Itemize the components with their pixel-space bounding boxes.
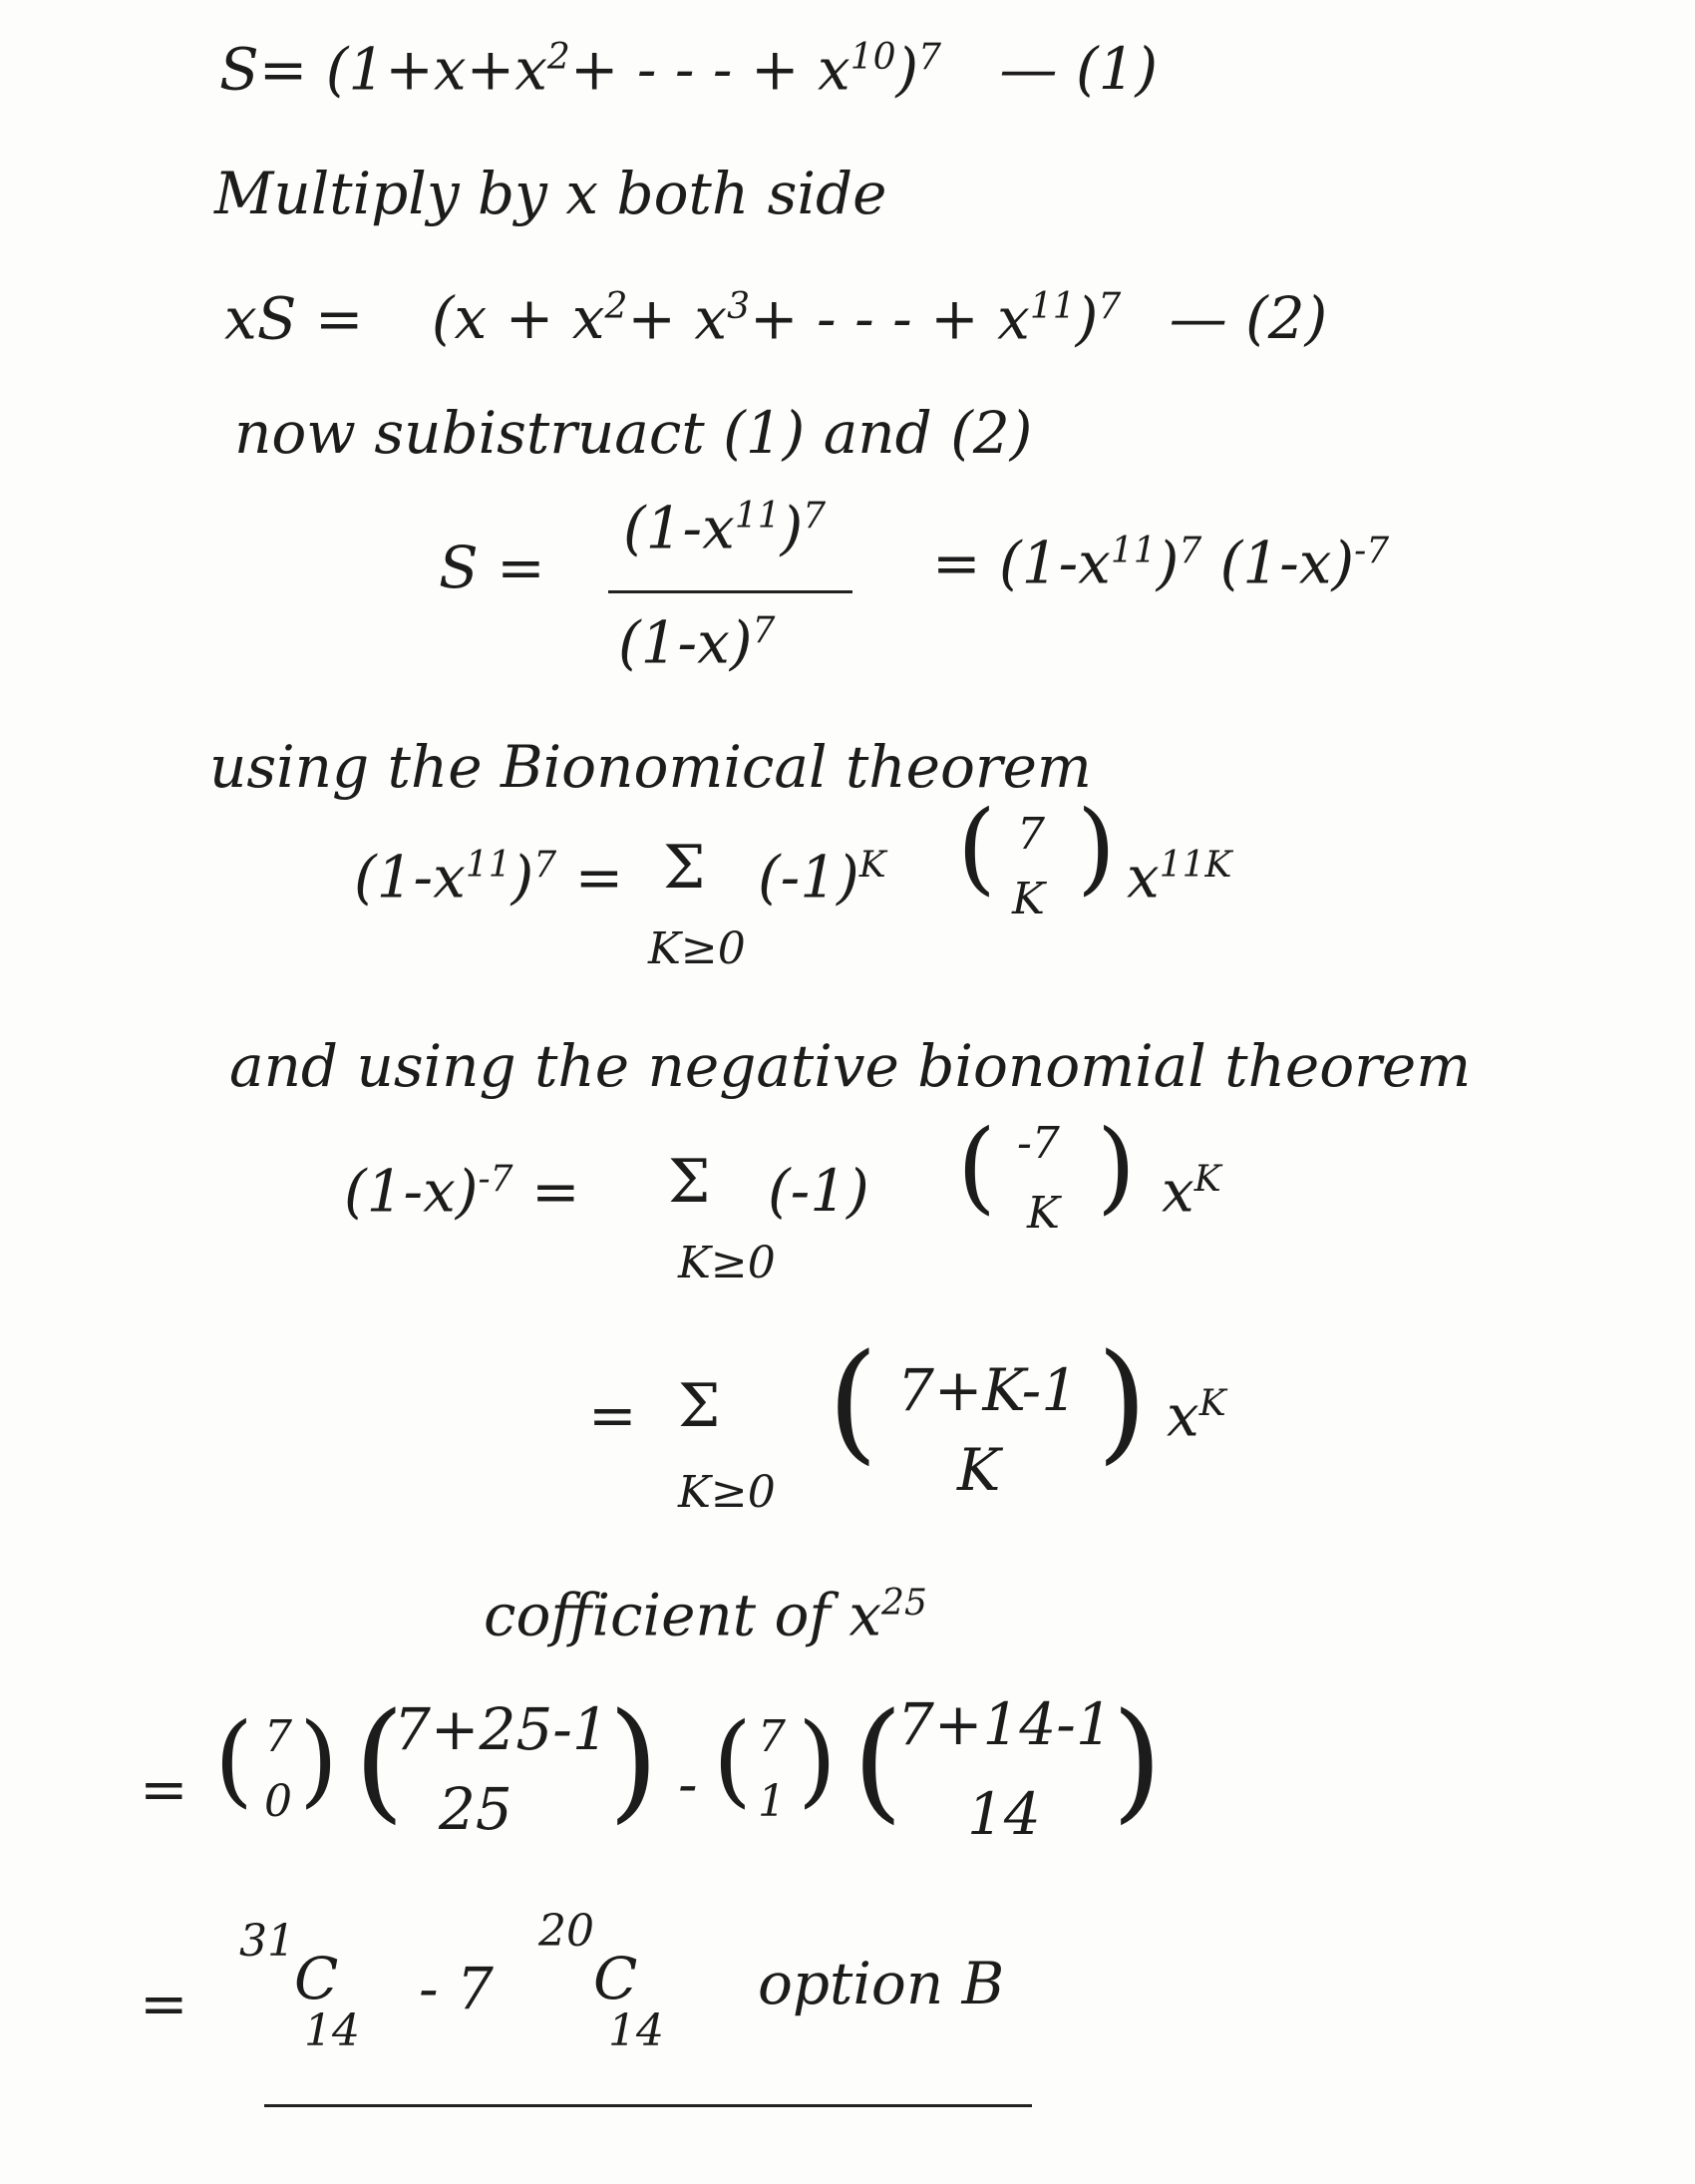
eq2-exp2: 2 bbox=[604, 286, 628, 327]
eq8-c2: C bbox=[593, 1945, 638, 2012]
eq7-b1-bottom: 0 bbox=[264, 1776, 292, 1827]
instruction-subtract: now subistruact (1) and (2) bbox=[234, 399, 1033, 467]
eq1-exp7: 7 bbox=[918, 37, 942, 78]
equation-1 bbox=[219, 35, 1159, 104]
eq4-expk: K bbox=[858, 845, 886, 886]
eq2-exp11: 11 bbox=[1029, 286, 1076, 327]
eq6-binom-open: ( bbox=[828, 1325, 878, 1477]
eq2-tag: — (2) bbox=[1169, 284, 1328, 353]
eq3-num-exp11: 11 bbox=[734, 496, 781, 537]
eq2-mid: + x bbox=[627, 284, 728, 353]
eq5-equals: = bbox=[530, 1157, 580, 1226]
eq4-exp7: 7 bbox=[533, 845, 557, 886]
eq4-binom-open: ( bbox=[957, 789, 997, 906]
eq7-b1-open: ( bbox=[214, 1701, 254, 1818]
eq4-lhs bbox=[354, 843, 624, 911]
eq4-exp11: 11 bbox=[465, 845, 511, 886]
eq3-rhs-expm7: -7 bbox=[1354, 531, 1390, 571]
eq7-b4-bottom: 14 bbox=[967, 1780, 1041, 1848]
eq7-minus: - bbox=[678, 1750, 698, 1818]
eq5-expm7: -7 bbox=[478, 1159, 513, 1200]
eq6-sigma-sub: K≥0 bbox=[678, 1467, 776, 1518]
eq3-num-close: ) bbox=[780, 494, 804, 562]
eq1-tag: — (1) bbox=[999, 35, 1159, 104]
final-underline bbox=[264, 2104, 1032, 2107]
fraction-bar bbox=[608, 590, 852, 593]
eq3-numerator bbox=[623, 494, 827, 562]
instruction-multiply: Multiply by x both side bbox=[214, 160, 887, 227]
eq3-lhs: S = bbox=[439, 534, 545, 601]
eq6-binom-top: 7+K-1 bbox=[897, 1356, 1079, 1424]
eq1-exp2: 2 bbox=[546, 37, 570, 78]
coefficient-label: cofficient of x bbox=[484, 1581, 882, 1649]
eq4-minus-one: (-1) bbox=[758, 843, 859, 911]
eq6-binom-close: ) bbox=[1097, 1325, 1148, 1477]
eq1-close: ) bbox=[895, 35, 919, 104]
heading-negative-binomial: and using the negative bionomial theorem bbox=[229, 1032, 1472, 1100]
eq7-b4-close: ) bbox=[1112, 1684, 1163, 1836]
eq5-binom-top: -7 bbox=[1017, 1118, 1060, 1169]
eq5-x-base: x bbox=[1162, 1157, 1194, 1226]
eq6-sigma: Σ bbox=[678, 1371, 721, 1441]
eq3-rhs bbox=[932, 529, 1390, 597]
eq5-x bbox=[1162, 1157, 1221, 1226]
eq1-lhs: S= (1+x+x bbox=[219, 35, 547, 104]
eq6-x-base: x bbox=[1167, 1381, 1199, 1450]
eq7-b3-top: 7 bbox=[758, 1711, 786, 1762]
eq4-binom-close: ) bbox=[1077, 789, 1117, 906]
eq8-minus-seven: - 7 bbox=[419, 1955, 494, 2022]
eq7-b4-top: 7+14-1 bbox=[897, 1690, 1113, 1758]
equation-2 bbox=[224, 284, 1328, 353]
eq3-rhs-exp11: 11 bbox=[1110, 531, 1157, 571]
eq2-body: (x + x bbox=[431, 284, 605, 353]
eq5-expk: K bbox=[1193, 1159, 1221, 1200]
eq4-x-base: x bbox=[1127, 843, 1160, 911]
heading-coefficient bbox=[484, 1581, 927, 1649]
eq8-equals: = bbox=[140, 1970, 188, 2037]
eq4-binom-top: 7 bbox=[1017, 809, 1045, 860]
eq4-close: ) bbox=[510, 843, 534, 911]
eq2-exp3: 3 bbox=[727, 286, 751, 327]
eq8-c1-pre: 31 bbox=[239, 1916, 295, 1967]
answer-option: option B bbox=[758, 1950, 1005, 2017]
eq7-b1-close: ) bbox=[299, 1701, 339, 1818]
eq8-c1: C bbox=[294, 1945, 339, 2012]
eq3-rhs-tail: (1-x) bbox=[1219, 529, 1355, 597]
eq2-exp7: 7 bbox=[1098, 286, 1122, 327]
eq8-c2-pre: 20 bbox=[538, 1906, 594, 1957]
eq3-den-base: (1-x) bbox=[618, 608, 753, 677]
eq3-denominator bbox=[618, 608, 776, 677]
eq4-base: (1-x bbox=[354, 843, 466, 911]
eq1-exp10: 10 bbox=[849, 37, 896, 78]
coefficient-exp25: 25 bbox=[881, 1583, 927, 1624]
eq3-rhs-exp7: 7 bbox=[1179, 531, 1202, 571]
eq2-lhs: xS = bbox=[224, 284, 364, 353]
eq6-binom-bottom: K bbox=[957, 1436, 1001, 1504]
eq5-binom-close: ) bbox=[1097, 1108, 1137, 1225]
eq7-b2-bottom: 25 bbox=[439, 1775, 512, 1843]
eq5-term: (-1) bbox=[768, 1157, 869, 1225]
eq2-dots: + - - - + x bbox=[750, 284, 1030, 353]
eq3-rhs-base: = (1-x bbox=[932, 529, 1111, 597]
eq3-num-exp7: 7 bbox=[803, 496, 827, 537]
eq6-equals: = bbox=[588, 1381, 637, 1449]
eq3-num-base: (1-x bbox=[623, 494, 735, 562]
eq6-expk: K bbox=[1198, 1383, 1226, 1424]
eq7-equals: = bbox=[140, 1755, 188, 1823]
eq4-equals: = bbox=[574, 843, 624, 911]
eq5-sigma: Σ bbox=[668, 1147, 711, 1217]
eq4-sigma-sub: K≥0 bbox=[648, 923, 746, 974]
eq5-lhs bbox=[344, 1157, 580, 1226]
eq7-b2-open: ( bbox=[354, 1684, 405, 1836]
eq4-binom-bottom: K bbox=[1012, 874, 1045, 924]
eq7-b3-close: ) bbox=[798, 1701, 838, 1818]
eq5-binom-bottom: K bbox=[1027, 1188, 1060, 1239]
eq7-b4-open: ( bbox=[852, 1684, 903, 1836]
eq8-c1-sub: 14 bbox=[304, 2005, 360, 2056]
eq1-tail: + - - - + x bbox=[569, 35, 850, 104]
eq5-binom-open: ( bbox=[957, 1108, 997, 1225]
eq7-b1-top: 7 bbox=[264, 1711, 292, 1762]
eq7-b2-close: ) bbox=[608, 1684, 659, 1836]
eq4-sigma: Σ bbox=[663, 833, 706, 903]
eq7-b3-bottom: 1 bbox=[758, 1776, 786, 1827]
eq5-base: (1-x) bbox=[344, 1157, 479, 1226]
eq5-sigma-sub: K≥0 bbox=[678, 1238, 776, 1288]
eq8-c2-sub: 14 bbox=[608, 2005, 664, 2056]
heading-binomial-theorem: using the Bionomical theorem bbox=[209, 733, 1092, 801]
eq7-b2-top: 7+25-1 bbox=[394, 1695, 609, 1763]
eq4-exp11k: 11K bbox=[1159, 845, 1232, 886]
eq3-den-exp7: 7 bbox=[752, 610, 776, 651]
eq7-b3-open: ( bbox=[713, 1701, 753, 1818]
eq4-x bbox=[1127, 843, 1232, 911]
eq4-term bbox=[758, 843, 886, 911]
eq2-close: ) bbox=[1075, 284, 1099, 353]
eq6-x bbox=[1167, 1381, 1226, 1450]
eq3-rhs-close: ) bbox=[1156, 529, 1180, 597]
